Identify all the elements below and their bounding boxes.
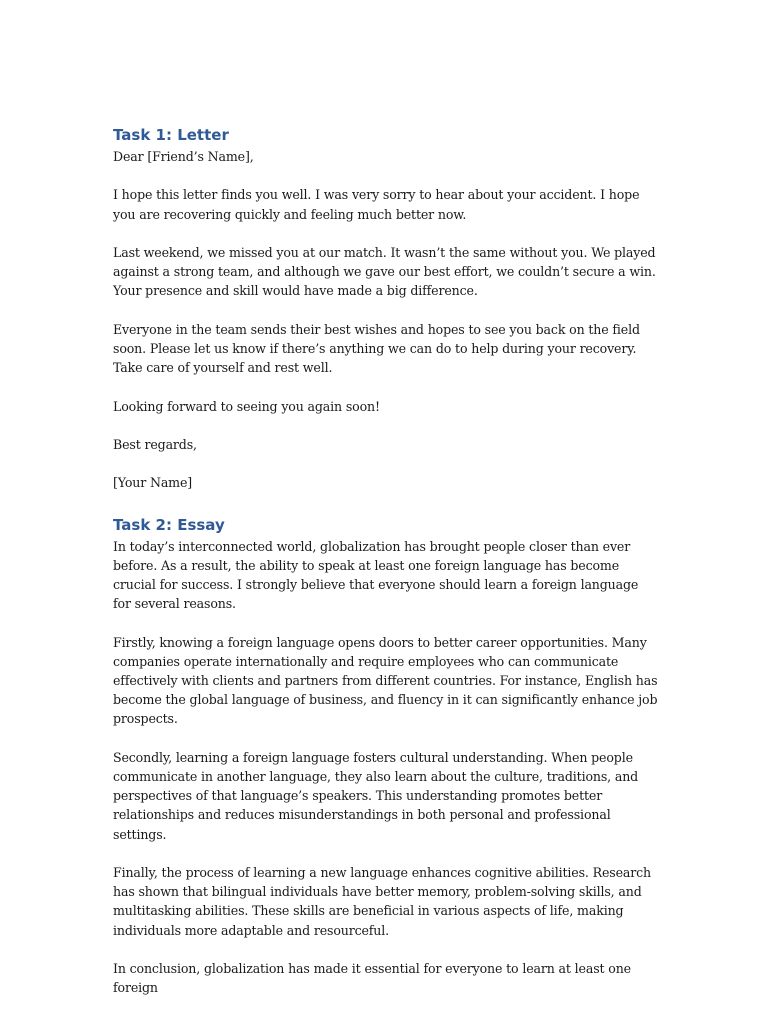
letter-closing: Best regards, [113, 436, 197, 452]
task1-heading: Task 1: Letter [113, 126, 229, 144]
letter-paragraph: I hope this letter finds you well. I was very sorry to hear about your accident. I hope you are recovering quickly and feeling much better now. [113, 187, 640, 222]
essay-paragraph: Secondly, learning a foreign language fosters cultural understanding. When people communicate in another language, they also learn about the culture, traditions, and perspectives of that language’s speakers. This understanding promotes better relationships and reduces misunderstandings in both personal and professional settings. [113, 749, 639, 842]
letter-paragraph: Everyone in the team sends their best wishes and hopes to see you back on the field soon. Please let us know if there’s anything we can do to help during your recovery. Take care of yourself and rest well. [113, 321, 640, 376]
letter-paragraph: Last weekend, we missed you at our match. It wasn’t the same without you. We played against a strong team, and although we gave our best effort, we couldn’t secure a win. Your presence and skill would have made a big difference. [113, 244, 656, 299]
letter-salutation: Dear [Friend’s Name], [113, 149, 254, 164]
letter-paragraph: Looking forward to seeing you again soon! [113, 398, 380, 414]
essay-paragraph: Firstly, knowing a foreign language opens doors to better career opportunities. Many companies operate internationally and require employees who can communicate effectively with clients and partners from different countries. For instance, English has become the global language of business, and fluency in it can significantly enhance job prospects. [113, 634, 658, 727]
essay-paragraph: Finally, the process of learning a new language enhances cognitive abilities. Research has shown that bilingual individuals have better memory, problem-solving skills, and multitasking abilities. These skills are beneficial in various aspects of life, making individuals more adaptable and resourceful. [113, 864, 651, 938]
essay-paragraph: In today’s interconnected world, globalization has brought people closer than ever before. As a result, the ability to speak at least one foreign language has become crucial for success. I strongly believe that everyone should learn a foreign language for several reasons. [113, 538, 639, 612]
essay-paragraph: In conclusion, globalization has made it essential for everyone to learn at least one foreign [113, 960, 631, 996]
task2-heading: Task 2: Essay [113, 515, 225, 534]
letter-signature: [Your Name] [113, 475, 193, 491]
document-page [113, 124, 658, 997]
